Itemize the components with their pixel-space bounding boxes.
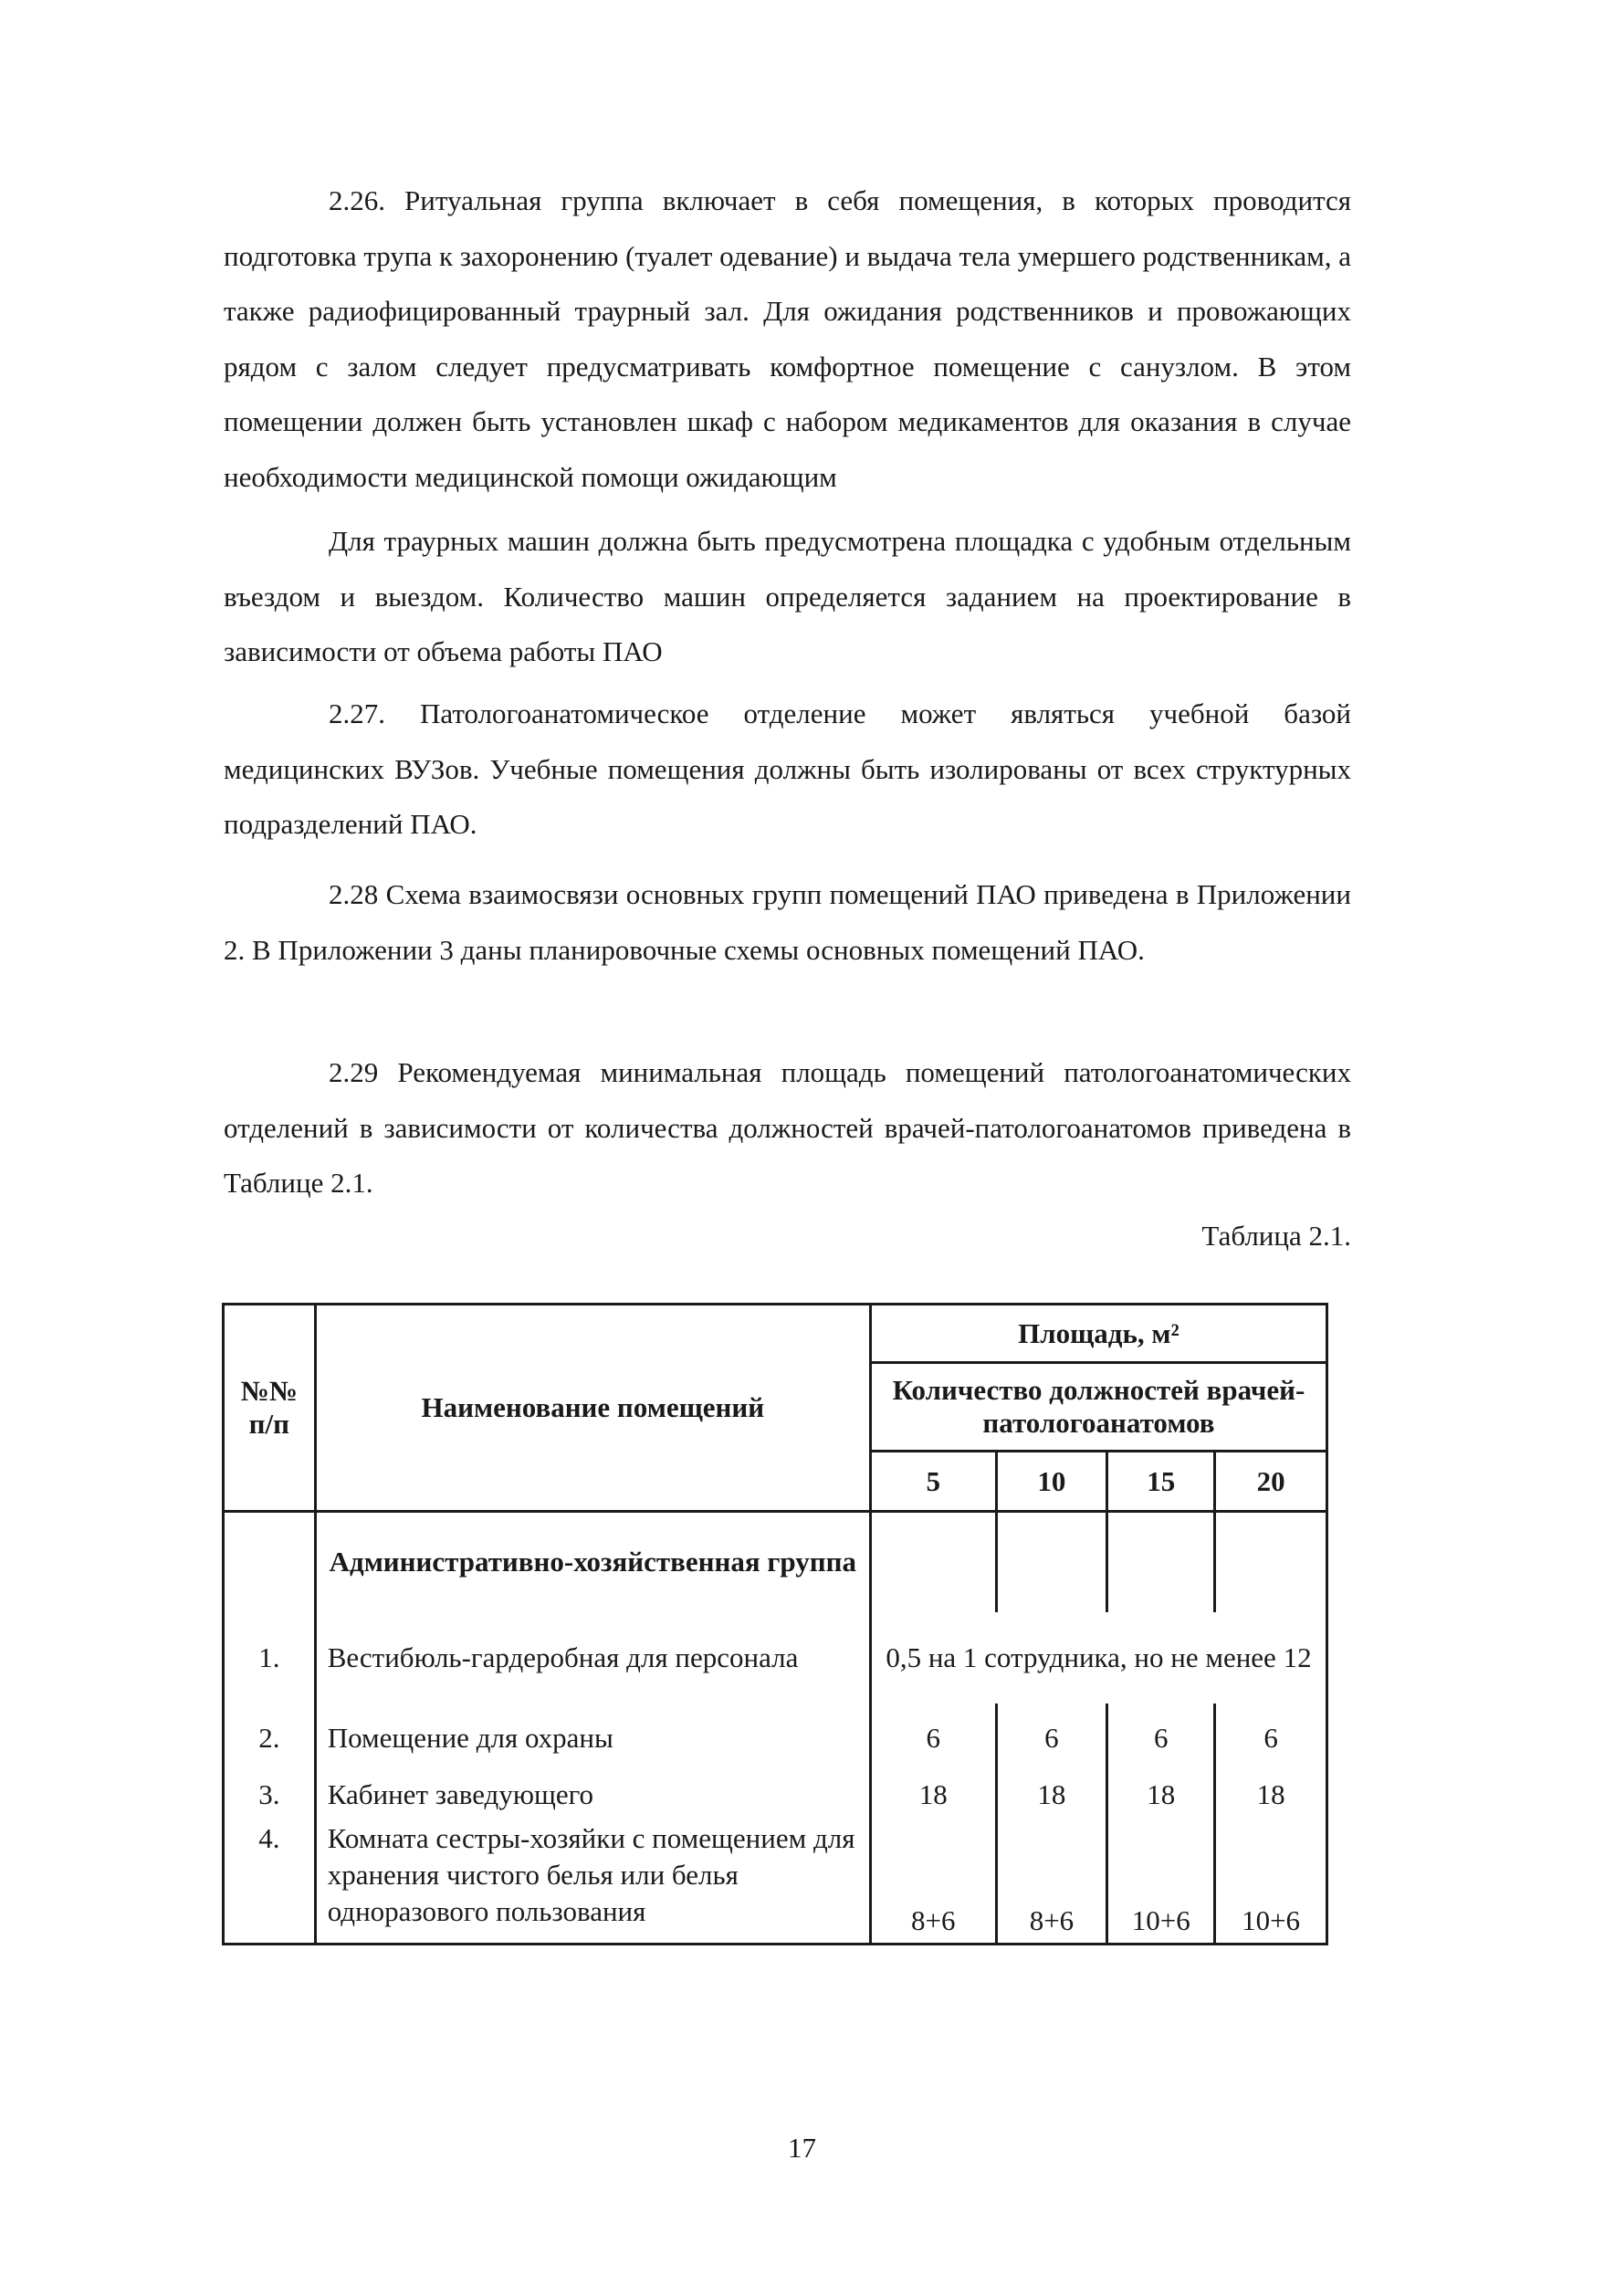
value-cell: 18	[870, 1760, 996, 1817]
value-cell: 10+6	[1215, 1817, 1327, 1945]
header-col-5: 5	[870, 1452, 996, 1512]
row-number: 2.	[224, 1704, 316, 1760]
paragraph-hearse-area: Для траурных машин должна быть предусмотрена площадка с удобным отдельным въездом и выездом. Количество машин определяется заданием на проектирование в зависимости от объема работы ПАО	[224, 525, 1351, 667]
table-row	[224, 1704, 1327, 1760]
group-number-cell	[224, 1512, 316, 1612]
value-cell: 6	[1107, 1704, 1215, 1760]
table-row	[224, 1612, 1327, 1704]
row-number: 3.	[224, 1760, 316, 1817]
value-cell: 8+6	[996, 1817, 1107, 1945]
room-name: Кабинет заведующего	[315, 1760, 870, 1817]
header-col-15: 15	[1107, 1452, 1215, 1512]
table-row	[224, 1817, 1327, 1945]
value-cell: 8+6	[870, 1817, 996, 1945]
table-row-group	[224, 1512, 1327, 1612]
table-row	[224, 1760, 1327, 1817]
value-cell: 18	[1107, 1760, 1215, 1817]
room-name: Комната сестры-хозяйки с помещением для хранения чистого белья или белья одноразового пользования	[315, 1817, 870, 1945]
page-number: 17	[788, 2132, 816, 2164]
value-cell: 10+6	[1107, 1817, 1215, 1945]
header-col-20: 20	[1215, 1452, 1327, 1512]
header-positions: Количество должностей врачей-патологоанатомов	[870, 1363, 1326, 1452]
group-title: Административно-хозяйственная группа	[315, 1512, 870, 1612]
header-number: №№ п/п	[224, 1305, 316, 1512]
paragraph-2-28: 2.28 Схема взаимосвязи основных групп помещений ПАО приведена в Приложении 2. В Приложении 3 даны планировочные схемы основных помещений ПАО.	[224, 878, 1351, 966]
row-number: 1.	[224, 1612, 316, 1704]
area-table	[222, 1303, 1328, 1945]
value-cell: 6	[870, 1704, 996, 1760]
header-area: Площадь, м²	[870, 1305, 1326, 1363]
room-name: Вестибюль-гардеробная для персонала	[315, 1612, 870, 1704]
merged-value: 0,5 на 1 сотрудника, но не менее 12	[870, 1612, 1326, 1704]
paragraph-2-27: 2.27. Патологоанатомическое отделение может являться учебной базой медицинских ВУЗов. Учебные помещения должны быть изолированы от всех структурных подразделений ПАО.	[224, 697, 1351, 840]
room-name: Помещение для охраны	[315, 1704, 870, 1760]
value-cell: 18	[1215, 1760, 1327, 1817]
value-cell: 6	[996, 1704, 1107, 1760]
header-col-10: 10	[996, 1452, 1107, 1512]
row-number: 4.	[224, 1817, 316, 1945]
paragraph-2-29: 2.29 Рекомендуемая минимальная площадь помещений патологоанатомических отделений в зависимости от количества должностей врачей-патологоанатомов приведена в Таблице 2.1.	[224, 1056, 1351, 1199]
paragraph-2-26: 2.26. Ритуальная группа включает в себя помещения, в которых проводится подготовка трупа к захоронению (туалет одевание) и выдача тела умершего родственникам, а также радиофицированный траурный зал. Для ожидания родственников и провожающих рядом с залом следует предусматривать комфортное помещение с санузлом. В этом помещении должен быть установлен шкаф с набором медикаментов для оказания в случае необходимости медицинской помощи ожидающим	[224, 184, 1351, 493]
value-cell: 18	[996, 1760, 1107, 1817]
value-cell: 6	[1215, 1704, 1327, 1760]
table-caption: Таблица 2.1.	[1201, 1220, 1351, 1252]
header-room-name: Наименование помещений	[315, 1305, 870, 1512]
